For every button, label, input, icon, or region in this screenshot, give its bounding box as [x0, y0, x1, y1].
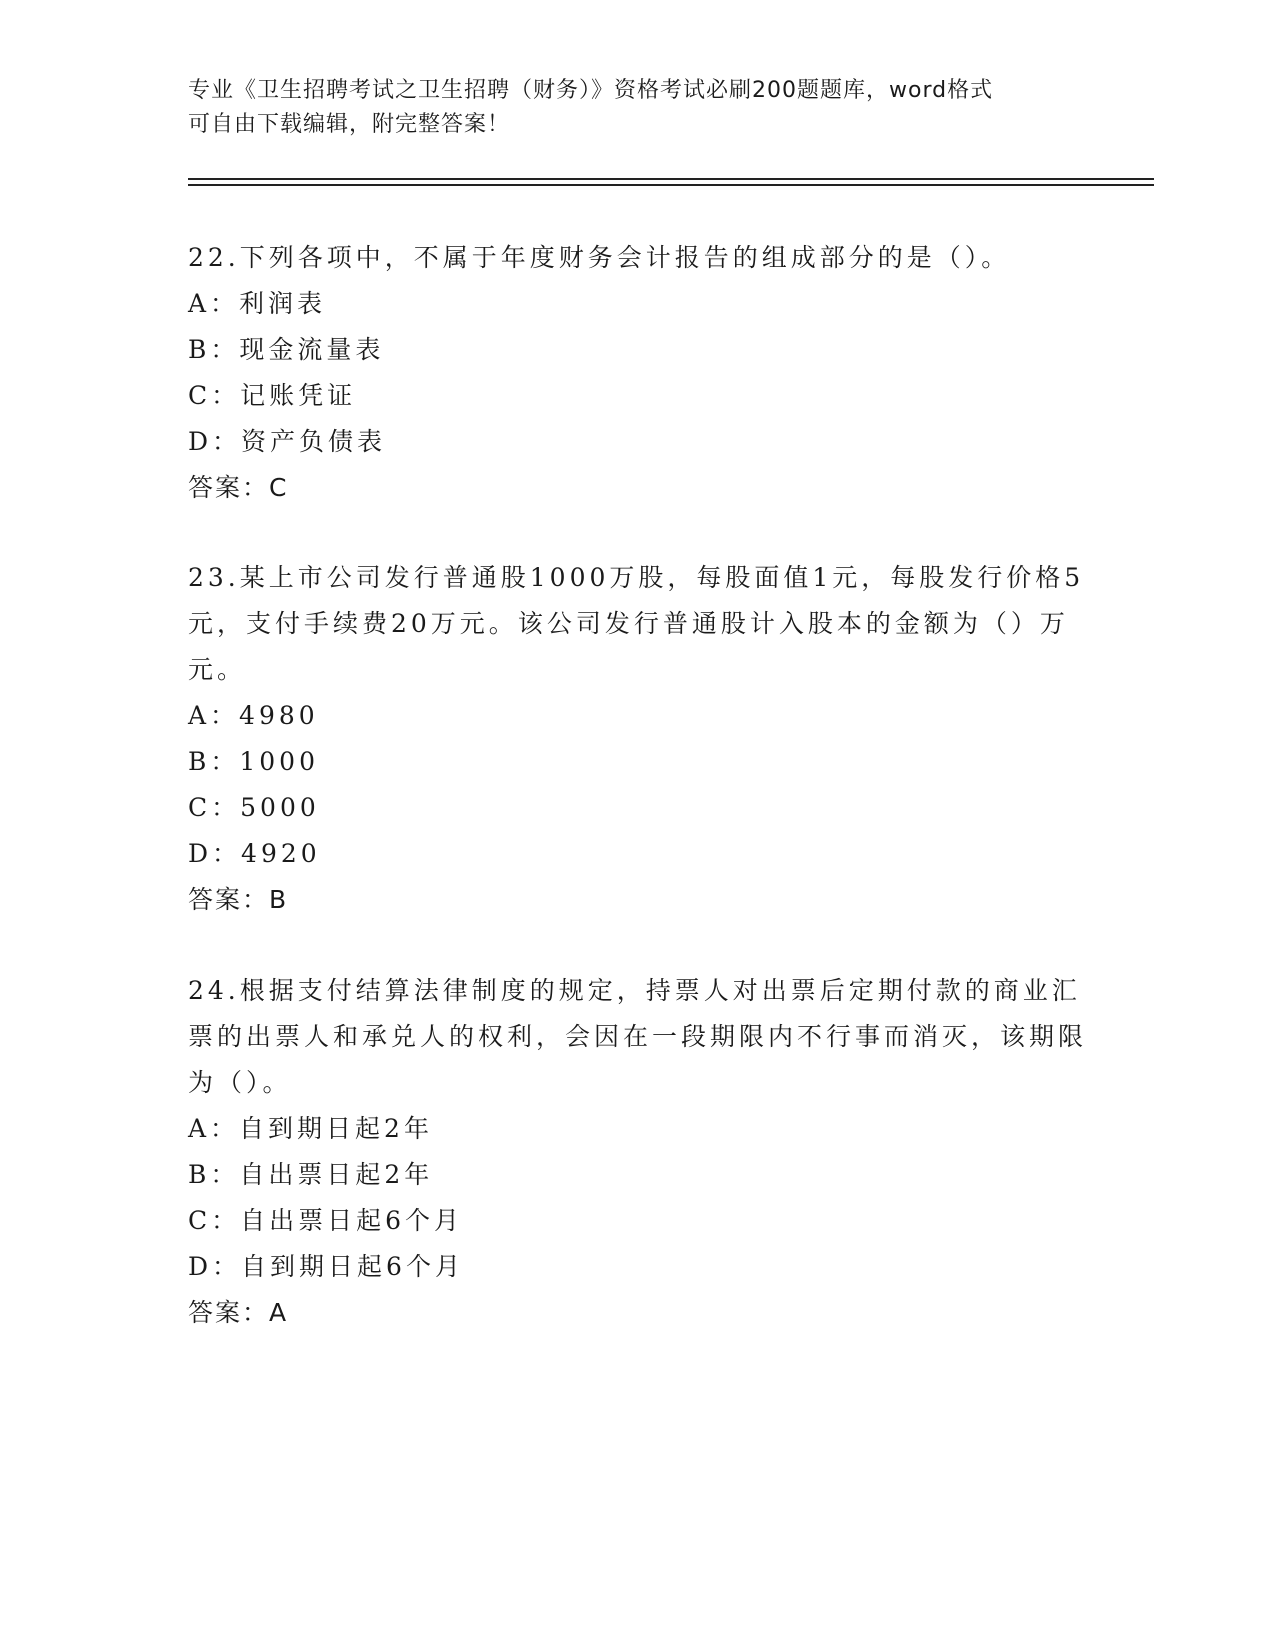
- option-b: B：自出票日起2年: [188, 1160, 434, 1189]
- option-d: D：4920: [188, 839, 321, 868]
- question-text: 22.下列各项中，不属于年度财务会计报告的组成部分的是（）。: [188, 243, 1011, 272]
- option-c: C：记账凭证: [188, 381, 357, 410]
- option-a: A：自到期日起2年: [188, 1114, 433, 1143]
- question-23: [188, 555, 1088, 923]
- option-a: A：利润表: [188, 289, 327, 318]
- option-d: D：资产负债表: [188, 427, 387, 456]
- option-a: A：4980: [188, 701, 319, 730]
- question-text: 24.根据支付结算法律制度的规定，持票人对出票后定期付款的商业汇票的出票人和承兑人的权利，会因在一段期限内不行事而消灭，该期限为（）。: [188, 976, 1088, 1097]
- header-line-2: 可自由下载编辑，附完整答案！: [188, 112, 511, 137]
- question-24: [188, 968, 1088, 1336]
- header-divider-bottom: [188, 184, 1154, 186]
- document-header: [188, 74, 1088, 142]
- option-c: C：5000: [188, 793, 320, 822]
- header-line-1: 专业《卫生招聘考试之卫生招聘（财务）》资格考试必刷200题题库，word格式: [188, 78, 994, 103]
- option-c: C：自出票日起6个月: [188, 1206, 464, 1235]
- answer: 答案：A: [188, 1298, 289, 1327]
- option-b: B：现金流量表: [188, 335, 385, 364]
- answer: 答案：B: [188, 885, 289, 914]
- answer: 答案：C: [188, 473, 289, 502]
- question-22: [188, 235, 1088, 511]
- option-b: B：1000: [188, 747, 319, 776]
- question-text: 23.某上市公司发行普通股1000万股，每股面值1元，每股发行价格5元，支付手续费20万元。该公司发行普通股计入股本的金额为（）万元。: [188, 563, 1085, 684]
- header-divider-top: [188, 178, 1154, 180]
- option-d: D：自到期日起6个月: [188, 1252, 464, 1281]
